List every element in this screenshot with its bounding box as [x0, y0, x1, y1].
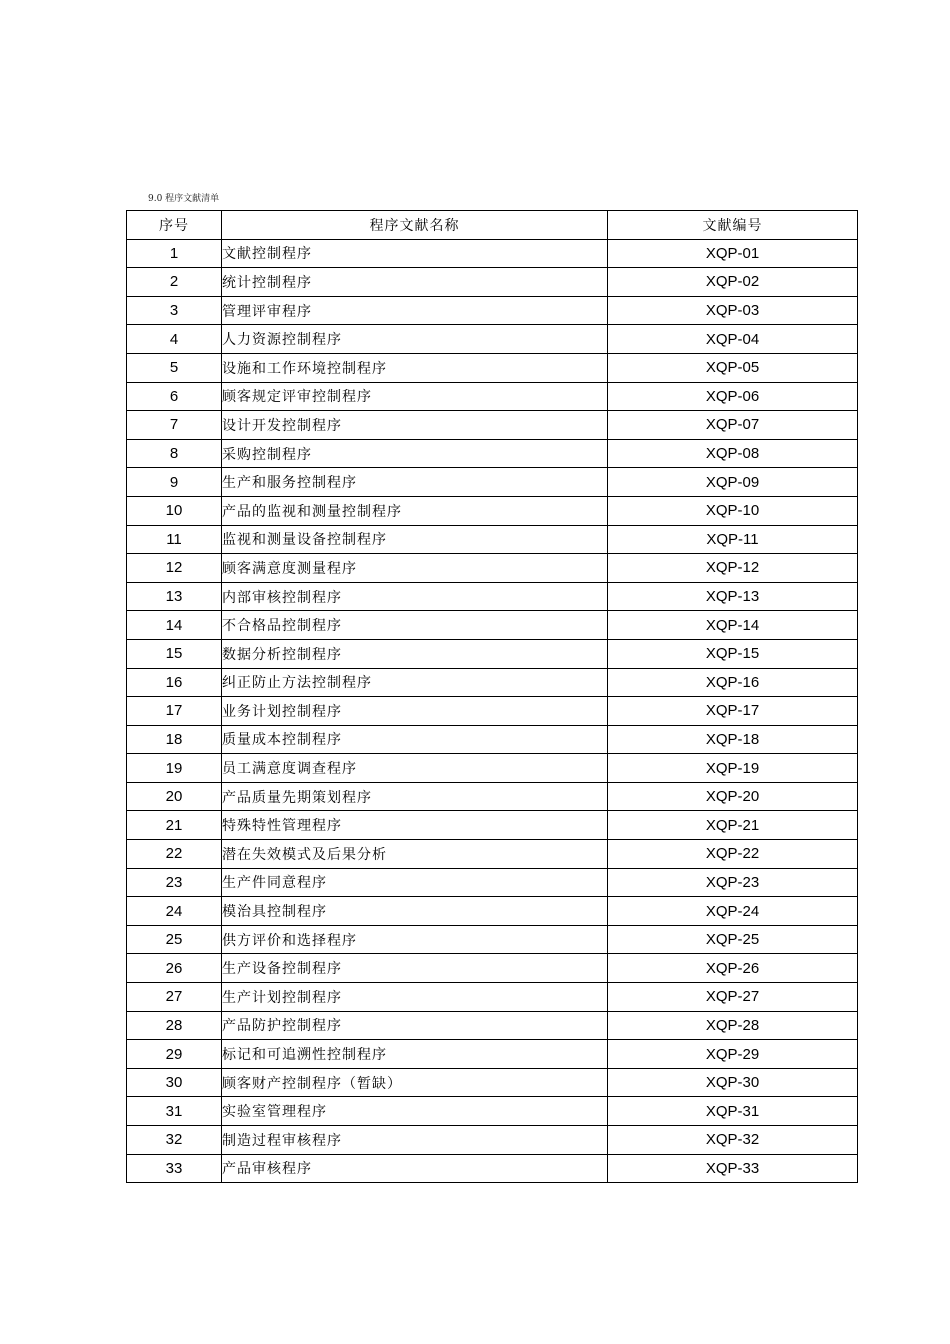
serial-number-cell: 27: [127, 983, 222, 1012]
table-row: [127, 1011, 858, 1040]
serial-number-cell: 29: [127, 1040, 222, 1069]
serial-number-cell: 15: [127, 639, 222, 668]
serial-number-cell: 19: [127, 754, 222, 783]
table-row: [127, 754, 858, 783]
document-code-cell: XQP-31: [608, 1097, 858, 1126]
table-row: [127, 697, 858, 726]
serial-number-cell: 5: [127, 353, 222, 382]
document-code-cell: XQP-22: [608, 840, 858, 869]
document-name-cell: 数据分析控制程序: [222, 639, 608, 668]
document-code-cell: XQP-14: [608, 611, 858, 640]
document-name-cell: 标记和可追溯性控制程序: [222, 1040, 608, 1069]
table-row: [127, 1126, 858, 1155]
document-code-cell: XQP-13: [608, 582, 858, 611]
document-name-cell: 文献控制程序: [222, 239, 608, 268]
table-row: [127, 1097, 858, 1126]
document-code-cell: XQP-07: [608, 411, 858, 440]
table-row: [127, 439, 858, 468]
serial-number-cell: 18: [127, 725, 222, 754]
serial-number-cell: 6: [127, 382, 222, 411]
document-code-cell: XQP-06: [608, 382, 858, 411]
table-row: [127, 611, 858, 640]
serial-number-cell: 14: [127, 611, 222, 640]
document-name-cell: 顾客财产控制程序（暂缺）: [222, 1068, 608, 1097]
table-row: [127, 411, 858, 440]
header-document-code: 文献编号: [608, 211, 858, 240]
document-name-cell: 模治具控制程序: [222, 897, 608, 926]
document-name-cell: 内部审核控制程序: [222, 582, 608, 611]
table-row: [127, 983, 858, 1012]
table-header-row: [127, 211, 858, 240]
document-name-cell: 产品的监视和测量控制程序: [222, 496, 608, 525]
document-name-cell: 顾客满意度测量程序: [222, 554, 608, 583]
document-caption: 9.0 程序文献清单: [148, 194, 220, 204]
document-name-cell: 生产计划控制程序: [222, 983, 608, 1012]
document-code-cell: XQP-28: [608, 1011, 858, 1040]
document-name-cell: 不合格品控制程序: [222, 611, 608, 640]
serial-number-cell: 31: [127, 1097, 222, 1126]
serial-number-cell: 11: [127, 525, 222, 554]
table-row: [127, 496, 858, 525]
serial-number-cell: 13: [127, 582, 222, 611]
document-name-cell: 质量成本控制程序: [222, 725, 608, 754]
document-name-cell: 产品质量先期策划程序: [222, 782, 608, 811]
serial-number-cell: 2: [127, 268, 222, 297]
serial-number-cell: 33: [127, 1154, 222, 1183]
serial-number-cell: 16: [127, 668, 222, 697]
procedure-document-table: [126, 210, 858, 1183]
document-code-cell: XQP-16: [608, 668, 858, 697]
document-code-cell: XQP-27: [608, 983, 858, 1012]
table-row: [127, 525, 858, 554]
document-name-cell: 生产和服务控制程序: [222, 468, 608, 497]
serial-number-cell: 3: [127, 296, 222, 325]
document-name-cell: 管理评审程序: [222, 296, 608, 325]
table-row: [127, 925, 858, 954]
serial-number-cell: 17: [127, 697, 222, 726]
document-name-cell: 人力资源控制程序: [222, 325, 608, 354]
table-row: [127, 897, 858, 926]
document-code-cell: XQP-24: [608, 897, 858, 926]
table-row: [127, 668, 858, 697]
serial-number-cell: 25: [127, 925, 222, 954]
document-code-cell: XQP-08: [608, 439, 858, 468]
document-code-cell: XQP-30: [608, 1068, 858, 1097]
serial-number-cell: 8: [127, 439, 222, 468]
document-code-cell: XQP-17: [608, 697, 858, 726]
table-row: [127, 554, 858, 583]
document-name-cell: 设施和工作环境控制程序: [222, 353, 608, 382]
document-name-cell: 供方评价和选择程序: [222, 925, 608, 954]
table-row: [127, 639, 858, 668]
table-row: [127, 268, 858, 297]
serial-number-cell: 10: [127, 496, 222, 525]
serial-number-cell: 21: [127, 811, 222, 840]
table-row: [127, 468, 858, 497]
document-name-cell: 统计控制程序: [222, 268, 608, 297]
table-row: [127, 582, 858, 611]
document-name-cell: 员工满意度调查程序: [222, 754, 608, 783]
document-code-cell: XQP-29: [608, 1040, 858, 1069]
document-code-cell: XQP-10: [608, 496, 858, 525]
document-code-cell: XQP-04: [608, 325, 858, 354]
document-name-cell: 业务计划控制程序: [222, 697, 608, 726]
table-row: [127, 1068, 858, 1097]
serial-number-cell: 22: [127, 840, 222, 869]
document-name-cell: 监视和测量设备控制程序: [222, 525, 608, 554]
table-row: [127, 353, 858, 382]
table-row: [127, 1040, 858, 1069]
document-code-cell: XQP-01: [608, 239, 858, 268]
document-code-cell: XQP-03: [608, 296, 858, 325]
document-code-cell: XQP-11: [608, 525, 858, 554]
table-row: [127, 1154, 858, 1183]
header-serial-number: 序号: [127, 211, 222, 240]
header-document-name: 程序文献名称: [222, 211, 608, 240]
document-name-cell: 产品防护控制程序: [222, 1011, 608, 1040]
document-code-cell: XQP-12: [608, 554, 858, 583]
document-name-cell: 纠正防止方法控制程序: [222, 668, 608, 697]
table-row: [127, 296, 858, 325]
document-code-cell: XQP-32: [608, 1126, 858, 1155]
serial-number-cell: 20: [127, 782, 222, 811]
document-code-cell: XQP-26: [608, 954, 858, 983]
table-row: [127, 782, 858, 811]
document-code-cell: XQP-15: [608, 639, 858, 668]
serial-number-cell: 28: [127, 1011, 222, 1040]
serial-number-cell: 26: [127, 954, 222, 983]
table-row: [127, 954, 858, 983]
document-code-cell: XQP-19: [608, 754, 858, 783]
serial-number-cell: 1: [127, 239, 222, 268]
document-code-cell: XQP-02: [608, 268, 858, 297]
serial-number-cell: 24: [127, 897, 222, 926]
document-name-cell: 产品审核程序: [222, 1154, 608, 1183]
document-name-cell: 生产设备控制程序: [222, 954, 608, 983]
document-name-cell: 生产件同意程序: [222, 868, 608, 897]
document-code-cell: XQP-23: [608, 868, 858, 897]
document-code-cell: XQP-33: [608, 1154, 858, 1183]
document-name-cell: 设计开发控制程序: [222, 411, 608, 440]
table-body: [127, 239, 858, 1183]
document-name-cell: 采购控制程序: [222, 439, 608, 468]
document-name-cell: 制造过程审核程序: [222, 1126, 608, 1155]
serial-number-cell: 4: [127, 325, 222, 354]
table-row: [127, 868, 858, 897]
table-row: [127, 840, 858, 869]
serial-number-cell: 32: [127, 1126, 222, 1155]
document-code-cell: XQP-05: [608, 353, 858, 382]
document-name-cell: 实验室管理程序: [222, 1097, 608, 1126]
serial-number-cell: 9: [127, 468, 222, 497]
table-row: [127, 811, 858, 840]
document-code-cell: XQP-09: [608, 468, 858, 497]
document-code-cell: XQP-20: [608, 782, 858, 811]
document-code-cell: XQP-25: [608, 925, 858, 954]
serial-number-cell: 23: [127, 868, 222, 897]
document-code-cell: XQP-18: [608, 725, 858, 754]
table-row: [127, 239, 858, 268]
document-code-cell: XQP-21: [608, 811, 858, 840]
serial-number-cell: 30: [127, 1068, 222, 1097]
serial-number-cell: 7: [127, 411, 222, 440]
table-row: [127, 325, 858, 354]
table-row: [127, 382, 858, 411]
document-name-cell: 顾客规定评审控制程序: [222, 382, 608, 411]
table-row: [127, 725, 858, 754]
document-name-cell: 特殊特性管理程序: [222, 811, 608, 840]
document-name-cell: 潜在失效模式及后果分析: [222, 840, 608, 869]
serial-number-cell: 12: [127, 554, 222, 583]
